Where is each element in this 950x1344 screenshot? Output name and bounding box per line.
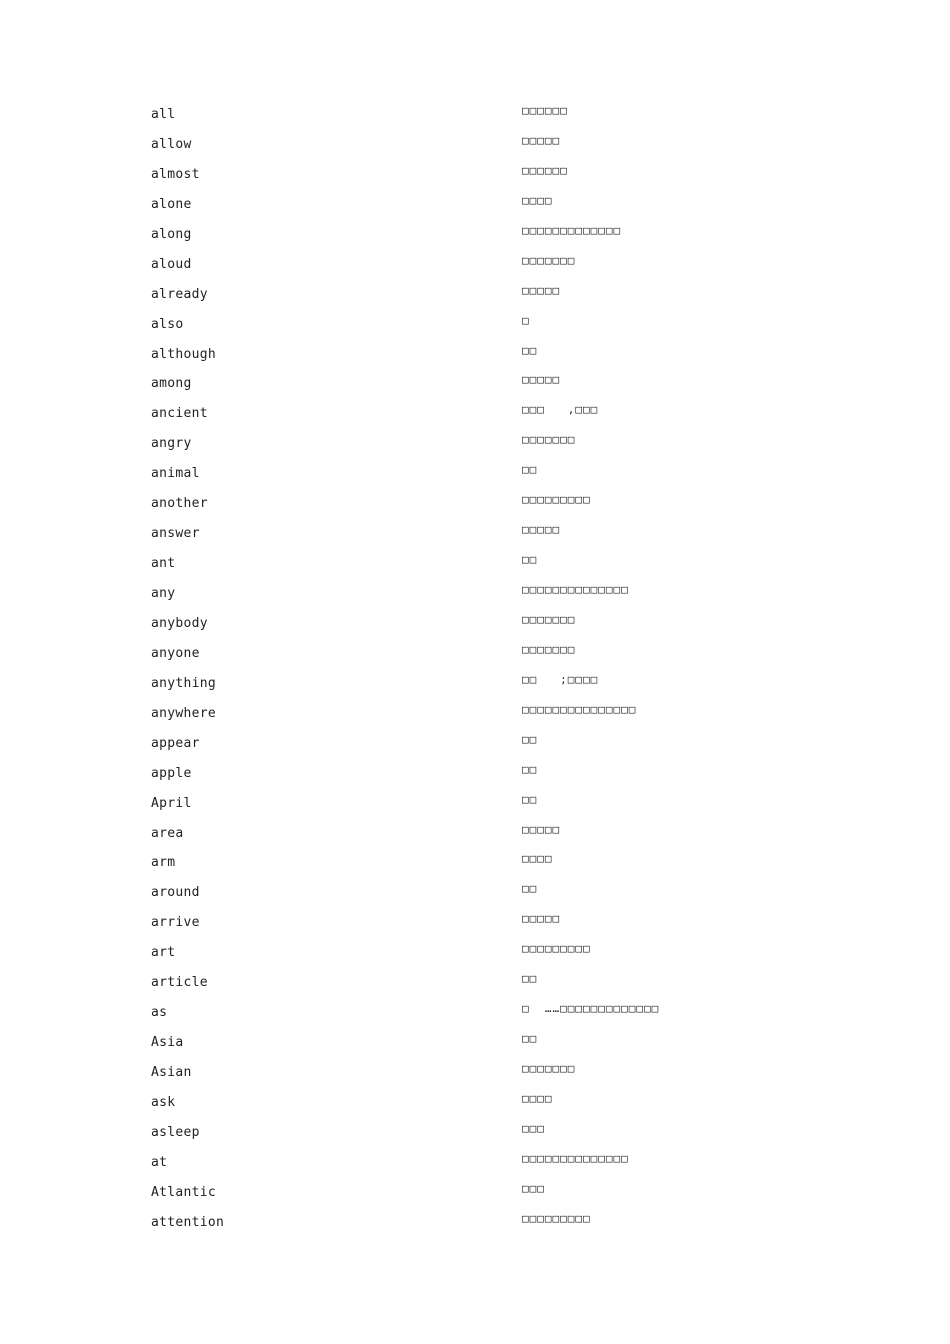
vocabulary-row xyxy=(151,314,831,344)
vocabulary-meaning: □□ xyxy=(522,762,538,776)
vocabulary-row xyxy=(151,703,831,733)
vocabulary-meaning: □□ xyxy=(522,732,538,746)
vocabulary-meaning: □□□□□ xyxy=(522,283,561,297)
vocabulary-meaning: □□□□□□□□□□□□□ xyxy=(522,223,622,237)
vocabulary-row xyxy=(151,972,831,1002)
vocabulary-meaning: □□□□□□□ xyxy=(522,1062,576,1075)
vocabulary-row xyxy=(151,1062,831,1092)
vocabulary-meaning: □□□□□ xyxy=(522,373,561,387)
vocabulary-row xyxy=(151,254,831,284)
vocabulary-word: anything xyxy=(151,675,217,691)
vocabulary-row xyxy=(151,1182,831,1212)
vocabulary-word: as xyxy=(151,1005,168,1021)
vocabulary-row xyxy=(151,1152,831,1182)
vocabulary-row xyxy=(151,1212,831,1242)
vocabulary-word: although xyxy=(151,346,217,362)
vocabulary-word: ask xyxy=(151,1094,176,1110)
vocabulary-row xyxy=(151,942,831,972)
vocabulary-word: anyone xyxy=(151,645,200,661)
vocabulary-meaning: □□□□□□□□□ xyxy=(522,493,591,507)
vocabulary-row xyxy=(151,284,831,314)
vocabulary-row xyxy=(151,224,831,254)
vocabulary-meaning: □□ ;□□□□ xyxy=(522,672,599,686)
vocabulary-meaning: □□ xyxy=(522,882,538,896)
vocabulary-word: April xyxy=(151,795,192,811)
vocabulary-meaning: □□ xyxy=(522,343,538,357)
vocabulary-word: Asia xyxy=(151,1035,184,1051)
vocabulary-row xyxy=(151,433,831,463)
vocabulary-row xyxy=(151,463,831,493)
vocabulary-word: apple xyxy=(151,765,192,781)
vocabulary-row xyxy=(151,1032,831,1062)
vocabulary-word: area xyxy=(151,825,184,841)
vocabulary-row xyxy=(151,733,831,763)
vocabulary-meaning: □□□□□□□ xyxy=(522,253,576,267)
vocabulary-row xyxy=(151,673,831,703)
vocabulary-meaning: □□□□□ xyxy=(522,912,561,926)
vocabulary-row xyxy=(151,344,831,374)
vocabulary-meaning: □□□ xyxy=(522,1121,545,1135)
vocabulary-meaning: □□□□□□ xyxy=(522,104,568,117)
vocabulary-meaning: □□□□□ xyxy=(522,133,561,147)
vocabulary-row xyxy=(151,912,831,942)
vocabulary-row xyxy=(151,643,831,673)
vocabulary-meaning: □□□ ,□□□ xyxy=(522,403,599,417)
vocabulary-word: ant xyxy=(151,556,176,572)
vocabulary-row xyxy=(151,1002,831,1032)
vocabulary-meaning: □□□□□□□ xyxy=(522,433,576,447)
vocabulary-word: any xyxy=(151,586,176,601)
vocabulary-row xyxy=(151,763,831,793)
vocabulary-row xyxy=(151,1122,831,1152)
vocabulary-meaning: □□□□ xyxy=(522,852,553,866)
vocabulary-meaning: □□□□□□□□□ xyxy=(522,942,591,956)
vocabulary-word: article xyxy=(151,975,208,991)
vocabulary-row xyxy=(151,104,831,134)
vocabulary-meaning: □□□□ xyxy=(522,1091,553,1105)
vocabulary-word: Asian xyxy=(151,1065,192,1080)
vocabulary-word: allow xyxy=(151,136,192,152)
vocabulary-row xyxy=(151,194,831,224)
vocabulary-row xyxy=(151,164,831,194)
vocabulary-word: animal xyxy=(151,466,200,482)
vocabulary-word: also xyxy=(151,316,184,332)
vocabulary-meaning: □□□□ xyxy=(522,193,553,207)
vocabulary-word: alone xyxy=(151,196,192,212)
vocabulary-meaning: □□ xyxy=(522,553,538,567)
vocabulary-row xyxy=(151,493,831,523)
vocabulary-word: at xyxy=(151,1154,168,1170)
vocabulary-meaning: □□ xyxy=(522,1032,538,1046)
vocabulary-row xyxy=(151,823,831,853)
vocabulary-word: along xyxy=(151,226,192,242)
vocabulary-meaning: □□ xyxy=(522,463,538,477)
vocabulary-row xyxy=(151,852,831,882)
vocabulary-meaning: □□□□□□□□□□□□□□ xyxy=(522,1151,629,1165)
vocabulary-word: another xyxy=(151,496,208,512)
vocabulary-word: aloud xyxy=(151,256,192,272)
vocabulary-meaning: □□□□□□□ xyxy=(522,612,576,626)
vocabulary-row xyxy=(151,553,831,583)
vocabulary-row xyxy=(151,134,831,164)
vocabulary-meaning: □□□□□□□□□□□□□□ xyxy=(522,583,629,596)
vocabulary-meaning: □□□□□ xyxy=(522,523,561,537)
vocabulary-meaning: □□□ xyxy=(522,1181,545,1195)
vocabulary-row xyxy=(151,613,831,643)
vocabulary-word: attention xyxy=(151,1214,225,1230)
vocabulary-meaning: □□ xyxy=(522,792,538,806)
vocabulary-row xyxy=(151,882,831,912)
vocabulary-meaning: □ ……□□□□□□□□□□□□□ xyxy=(522,1002,660,1016)
vocabulary-row xyxy=(151,1092,831,1122)
vocabulary-word: arm xyxy=(151,855,176,871)
vocabulary-meaning: □□□□□□□ xyxy=(522,642,576,656)
vocabulary-row xyxy=(151,523,831,553)
vocabulary-meaning: □□□□□□ xyxy=(522,163,568,177)
vocabulary-meaning: □□□□□ xyxy=(522,822,561,836)
vocabulary-word: arrive xyxy=(151,915,200,931)
vocabulary-word: among xyxy=(151,376,192,392)
vocabulary-list xyxy=(151,104,831,1242)
vocabulary-word: answer xyxy=(151,526,200,542)
vocabulary-word: asleep xyxy=(151,1124,200,1140)
vocabulary-word: ancient xyxy=(151,406,208,422)
vocabulary-word: Atlantic xyxy=(151,1184,217,1200)
vocabulary-word: angry xyxy=(151,436,192,452)
vocabulary-meaning: □□ xyxy=(522,972,538,986)
vocabulary-row xyxy=(151,403,831,433)
vocabulary-word: around xyxy=(151,885,200,901)
vocabulary-meaning: □□□□□□□□□□□□□□□ xyxy=(522,702,637,716)
vocabulary-word: appear xyxy=(151,735,200,751)
vocabulary-word: art xyxy=(151,945,176,961)
vocabulary-meaning: □ xyxy=(522,313,530,327)
vocabulary-row xyxy=(151,373,831,403)
vocabulary-word: already xyxy=(151,286,208,302)
vocabulary-word: anywhere xyxy=(151,705,217,721)
vocabulary-word: anybody xyxy=(151,615,208,631)
vocabulary-row xyxy=(151,793,831,823)
vocabulary-row xyxy=(151,583,831,613)
vocabulary-word: all xyxy=(151,107,176,122)
vocabulary-meaning: □□□□□□□□□ xyxy=(522,1211,591,1225)
vocabulary-word: almost xyxy=(151,166,200,182)
